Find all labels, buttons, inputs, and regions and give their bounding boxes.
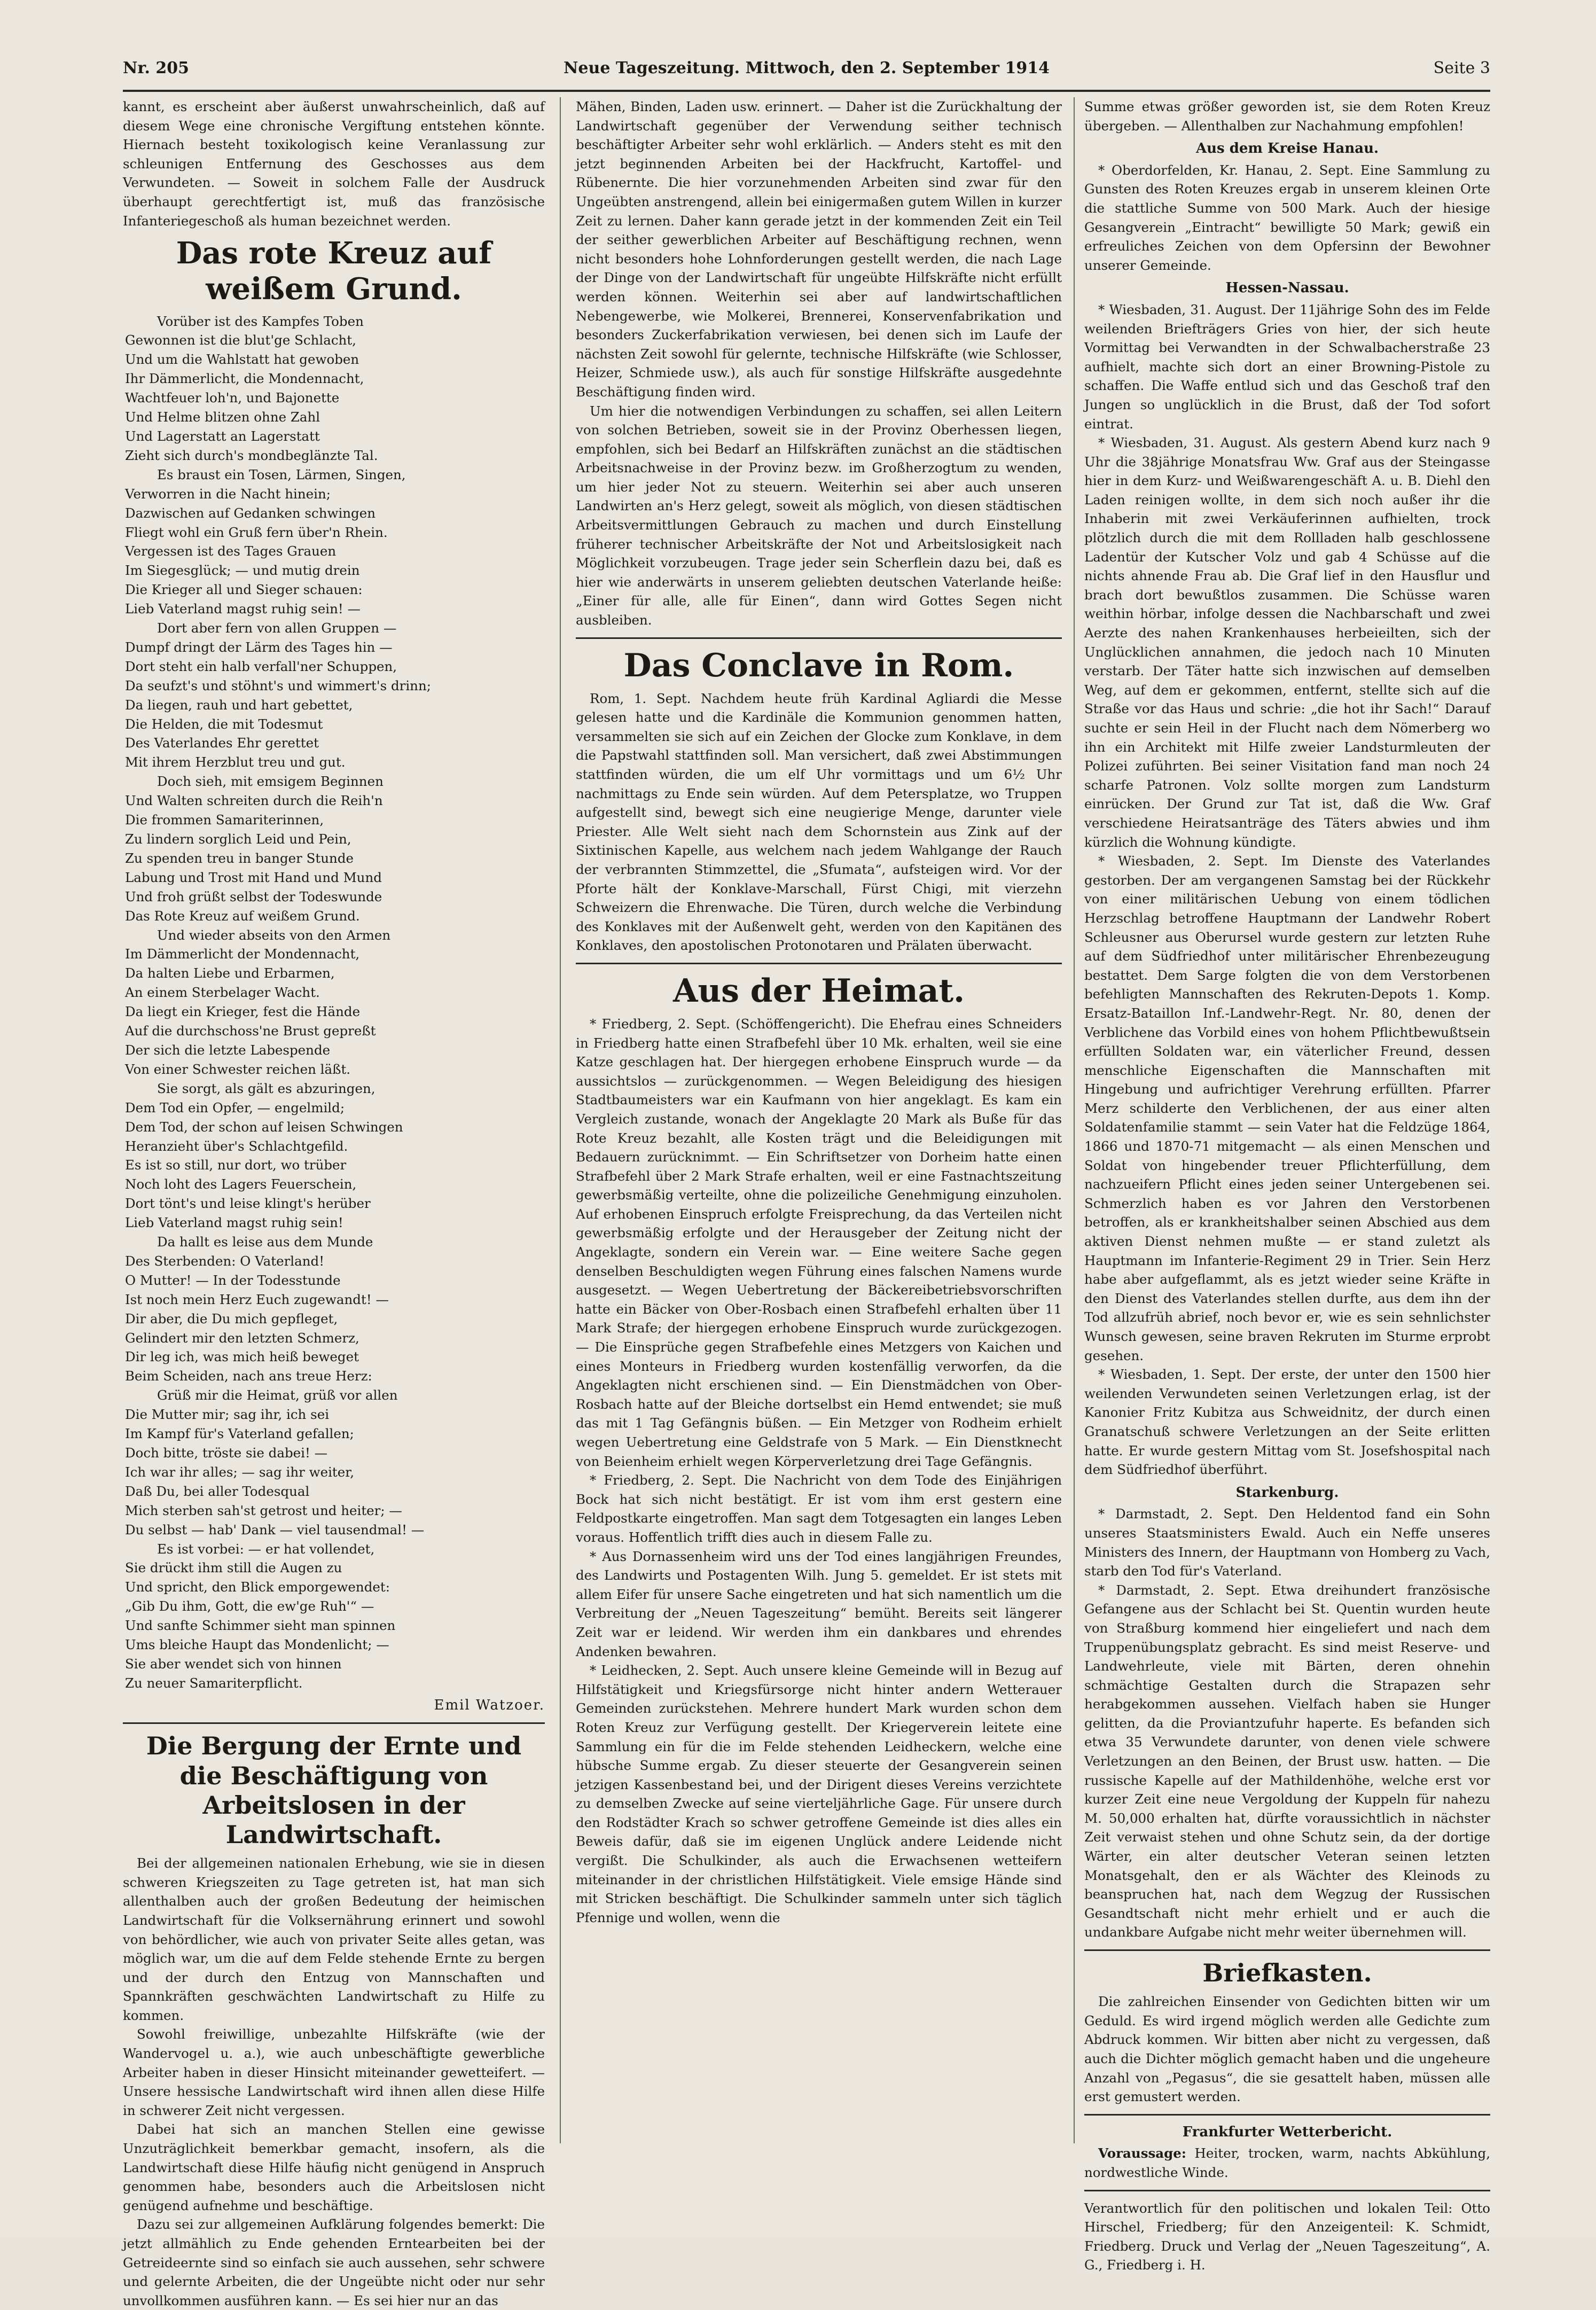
poem-line: Da hallt es leise aus dem Munde (157, 1234, 373, 1250)
poem-line: Labung und Trost mit Hand und Mund (125, 869, 382, 885)
column-1 (123, 97, 545, 2308)
section-rule (1084, 2190, 1490, 2191)
poem-line: Und wieder abseits von den Armen (157, 927, 391, 943)
lead-paragraph: Summe etwas größer geworden ist, sie dem Roten Kreuz übergeben. — Allenthalben zur Nachahmung empfohlen! (1084, 99, 1490, 134)
poem-line: Und um die Wahlstatt hat gewoben (125, 352, 359, 368)
news-item: * Leidhecken, 2. Sept. Auch unsere kleine Gemeinde will in Bezug auf Hilfstätigkeit und Kriegsfürsorge nicht hinter andern Wetterauer Gemeinden zurückstehen. Mehrere hundert Mark wurden schon dem Roten Kreuz zur Verfügung gestellt. Der Kriegerverein leitete eine Sammlung ein für die im Felde stehenden Leidheckern, welche eine hübsche Summe ergab. Zu dieser steuerte der Gesangverein seinen jetzigen Kassenbestand bei, und der Dirigent dieses Vereins verzichtete zu demselben Zwecke auf seine vierteljährliche Gage. Für unsere durch den Rodstädter Krach so schwer getroffene Gemeinde ist dies alles ein Beweis dafür, daß sie im eigenen Unglück andere Leidende nicht vergißt. Die Schulkinder, als auch die Erwachsenen wetteifern miteinander in der christlichen Hilfstätigkeit. Viele emsige Hände sind mit Stricken beschäftigt. Die Schulkinder sammeln unter sich täglich Pfennige und wollen, wenn die (576, 1663, 1062, 1925)
section-rule (123, 1722, 545, 1724)
section-heading-starkenburg: Starkenburg. (1235, 1484, 1339, 1501)
news-item: * Darmstadt, 2. Sept. Etwa dreihundert französische Gefangene aus der Schlacht bei St. Quentin wurden heute von Straßburg kommend hier eingeliefert und nach dem Truppenübungsplatz gebracht. Es sind meist Reserve- und Landwehrleute, viele mit Bärten, deren ohnehin schmächtige Gestalten durch die Strapazen sehr herabgekommen aussehen. Vielfach haben sie Hunger gelitten, da die Proviantzufuhr haperte. Es befanden sich etwa 35 Verwundete darunter, von denen viele schwere Verletzungen an den Beinen, der Brust usw. hatten. — Die russische Kapelle auf der Mathildenhöhe, welche erst vor kurzer Zeit eine neue Vergoldung der Kuppeln für nahezu M. 50,000 erhalten hat, dürfte voraussichtlich in nächster Zeit verwaist stehen und ohne Schutz sein, da der dortige Wärter, ein alter deutscher Veteran seinen letzten Monatsgehalt, den er als Wächter des Kleinods zu beanspruchen hat, nach dem Wegzug der Russischen Gesandtschaft nicht mehr erhielt und er auch die undankbare Aufgabe nicht mehr weiter übernehmen will. (1084, 1582, 1490, 1940)
poem-line: Zu lindern sorglich Leid und Pein, (125, 831, 351, 847)
page-header (123, 59, 1490, 91)
poem-line: Da halten Liebe und Erbarmen, (125, 965, 335, 981)
poem-line: Von einer Schwester reichen läßt. (125, 1061, 351, 1077)
article-title-conclave: Das Conclave in Rom. (623, 646, 1014, 684)
poem-line: Du selbst — hab' Dank — viel tausendmal! — (125, 1521, 425, 1538)
poem-line: Grüß mir die Heimat, grüß vor allen (157, 1387, 398, 1403)
section-rule (1084, 2114, 1490, 2116)
poem-line: Doch bitte, tröste sie dabei! — (125, 1445, 328, 1461)
news-item: * Friedberg, 2. Sept. (Schöffengericht). Die Ehefrau eines Schneiders in Friedberg hatte einen Strafbefehl über 10 Mk. erhalten, weil sie eine Katze geschlagen hat. Der hiergegen erhobene Einspruch wurde — da aussichtslos — zurückgenommen. — Wegen Beleidigung des hiesigen Stadtbaumeisters war ein Kaufmann von hier angeklagt. Es kam ein Vergleich zustande, wonach der Angeklagte 20 Mark als Buße für das Rote Kreuz bezahlt, alle Kosten trägt und die Beleidigungen mit Bedauern zurücknimmt. — Ein Schriftsetzer von Dorheim hatte einen Strafbefehl über 2 Mark Strafe erhalten, weil er eine Fastnachtszeitung gewerbsmäßig verteilte, ohne die polizeiliche Genehmigung einzuholen. Auf erhobenen Einspruch erfolgte Freisprechung, da das Verteilen nicht gewerbsmäßig erfolgte und der Herausgeber der Zeitung nicht der Angeklagte, sondern ein Verein war. — Eine weitere Sache gegen denselben Beschuldigten wegen Führung eines falschen Namens wurde ausgesetzt. — Wegen Uebertretung der Bäckereibetriebsvorschriften hatte ein Bäcker von Ober-Rosbach einen Strafbefehl erhalten über 11 Mark Strafe; der hiergegen erhobene Einspruch wurde zurückgezogen. — Die Einsprüche gegen Strafbefehle eines Metzgers von Kaichen und eines Monteurs in Friedberg wurden kostenfällig verworfen, da die Angeklagten nicht erschienen sind. — Ein Dienstmädchen von Ober-Rosbach hatte auf der Bleiche dortselbst ein Hemd entwendet; sie muß das mit 1 Tag Gefängnis büßen. — Ein Metzger von Rodheim erhielt wegen Uebertretung eine Geldstrafe von 5 Mark. — Ein Dienstknecht von Beienheim erhielt wegen Körperverletzung drei Tage Gefängnis. (576, 1016, 1062, 1469)
poem-line: Mit ihrem Herzblut treu und gut. (125, 754, 346, 770)
poem-line: Lieb Vaterland magst ruhig sein! (125, 1215, 343, 1231)
poem-line: Im Dämmerlicht der Mondennacht, (125, 946, 360, 962)
news-item: * Wiesbaden, 31. August. Der 11jährige Sohn des im Felde weilenden Briefträgers Gries von hier, der sich heute Vormittag bei Verwandten in der Schwalbacherstraße 23 aufhielt, machte sich dort an einer Browning-Pistole zu schaffen. Die Waffe entlud sich und das Geschoß traf den Jungen so unglücklich in die Brust, daß der Tod sofort eintrat. (1084, 301, 1490, 432)
news-item: * Friedberg, 2. Sept. Die Nachricht von dem Tode des Einjährigen Bock hat sich nicht bestätigt. Er ist vom ihm erst gestern eine Feldpostkarte eingetroffen. Man sagt dem Totgesagten ein langes Leben voraus. Hoffentlich trifft dies auch in diesem Falle zu. (576, 1472, 1062, 1545)
article-paragraph: Bei der allgemeinen nationalen Erhebung, wie sie in diesen schweren Kriegszeiten zu Tage getreten ist, hat man sich allenthalben auch der großen Bedeutung der heimischen Landwirtschaft für die Volksernährung erinnert und sowohl von behördlicher, wie auch von privater Seite alles getan, was möglich war, um die auf dem Felde stehende Ernte zu bergen und der durch den Entzug von Mannschaften und Spannkräften geschwächten Landwirtschaft zu Hilfe zu kommen. (123, 1855, 545, 2023)
article-paragraph: Sowohl freiwillige, unbezahlte Hilfskräfte (wie der Wandervogel u. a.), wie auch unbeschäftigte gewerbliche Arbeiter haben in dieser Hinsicht miteinander gewetteifert. — Unsere hessische Landwirtschaft wird ihnen allen diese Hilfe in schwerer Zeit nicht vergessen. (123, 2026, 545, 2118)
poem-line: Die Mutter mir; sag ihr, ich sei (125, 1407, 330, 1423)
poem-line: Zu neuer Samariterpflicht. (125, 1675, 303, 1691)
article-paragraph: Rom, 1. Sept. Nachdem heute früh Kardinal Agliardi die Messe gelesen hatte und die Kardinäle die Kommunion genommen hatten, versammelten sie sich auf ein Zeichen der Glocke zum Konklave, in dem die Papstwahl stattfinden soll. Man versichert, daß zwei Abstimmungen stattfinden würden, die um elf Uhr vormittags und um 6½ Uhr nachmittags zu Ende sein würden. Auf dem Petersplatze, wo Truppen aufgestellt sind, bewegt sich eine neugierige Menge, darunter viele Priester. Alle Welt sieht nach dem Schornstein aus Zink auf der Sixtinischen Kapelle, aus welchem nach jedem Wahlgange der Rauch der verbrannten Stimmzettel, die „Sfumata“, aufsteigen wird. Vor der Pforte hält der Konklave-Marschall, Fürst Chigi, mit vierzehn Schweizern die Ehrenwache. Die Türen, durch welche die Verbindung des Konklaves mit der Außenwelt geht, werden von den Kapitänen des Konklaves, den apostolischen Protonotaren und Prälaten überwacht. (576, 690, 1062, 954)
poem-line: Lieb Vaterland magst ruhig sein! — (125, 601, 361, 617)
section-heading-hessen-nassau: Hessen-Nassau. (1225, 280, 1349, 296)
page-number: Seite 3 (1433, 59, 1490, 77)
poem-line: Im Kampf für's Vaterland gefallen; (125, 1426, 354, 1442)
poem-line: Gewonnen ist die blut'ge Schlacht, (125, 332, 356, 348)
poem-line: Und froh grüßt selbst der Todeswunde (125, 888, 382, 904)
news-item: * Wiesbaden, 31. August. Als gestern Abend kurz nach 9 Uhr die 38jährige Monatsfrau Ww. Graf aus der Steingasse hier in dem Kurz- und Weißwarengeschäft A. u. B. Diehl den Laden reinigen wollte, in dem sich noch außer ihr die Inhaberin mit zwei Verkäuferinnen aufhielten, trock plötzlich durch die mit dem Rollladen halb geschlossene Ladentür der Kutscher Volz und gab 4 Schüsse auf die nichts ahnende Frau ab. Die Graf lief in den Hausflur und brach dort bewußtlos zusammen. Die Schüsse waren weithin hörbar, infolge dessen die Nachbarschaft und zwei Aerzte des nahen Krankenhauses herbeieilten, sich der Unglücklichen annahmen, die jedoch nach 10 Minuten verstarb. Der Täter hatte sich inzwischen auf demselben Weg, auf dem er gekommen, entfernt, stellte sich auf die Straße vor das Haus und schrie: „die hot ihr Sach!“ Darauf suchte er sein Heil in der Flucht nach dem Nömerberg wo ihn ein Architekt mit Hilfe zweier Landsturmleuten der Polizei zuführten. Bei seiner Visitation fand man noch 24 scharfe Patronen. Volz sollte morgen zum Landsturm einrücken. Der Grund zur Tat ist, daß die Ww. Graf verschiedene Heiratsanträge des Täters abwies und ihm kürzlich die Wohnung kündigte. (1084, 435, 1490, 850)
poem-line: Im Siegesglück; — und mutig drein (125, 563, 360, 579)
article-paragraph: Dazu sei zur allgemeinen Aufklärung folgendes bemerkt: Die jetzt allmählich zu Ende gehenden Erntearbeiten bei der Getreideernte sind so einfach sie auch aussehen, sehr schwere und gelernte Arbeiten, die der Ungeübte nicht oder nur sehr unvollkommen ausführen kann. — Es sei hier nur an das (123, 2217, 545, 2308)
poem-line: Dem Tod ein Opfer, — engelmild; (125, 1099, 345, 1115)
poem-line: Dort aber fern von allen Gruppen — (157, 620, 397, 636)
poem-line: Verworren in die Nacht hinein; (125, 486, 331, 502)
poem-line: Auf die durchschoss'ne Brust gepreßt (125, 1023, 376, 1039)
poem (123, 312, 545, 1693)
poem-line: Des Vaterlandes Ehr gerettet (125, 735, 319, 751)
poem-line: Beim Scheiden, nach ans treue Herz: (125, 1368, 372, 1384)
notice-paragraph: Die zahlreichen Einsender von Gedichten bitten wir um Geduld. Es wird irgend möglich werden alle Gedichte zum Abdruck kommen. Wir bitten aber nicht zu vergessen, daß auch die Dichter möglich gemacht haben und die ungeheure Anzahl von „Pegasus“, die sie gesattelt haben, müssen alle erst gemustert werden. (1084, 1994, 1490, 2105)
poem-line: Die Helden, die mit Todesmut (125, 716, 323, 732)
poem-line: Und spricht, den Blick emporgewendet: (125, 1579, 390, 1595)
poem-line: Es ist vorbei: — er hat vollendet, (157, 1541, 375, 1557)
article-paragraph: Um hier die notwendigen Verbindungen zu schaffen, sei allen Leitern von solchen Betrieben, soweit sie in der Provinz Oberhessen liegen, empfohlen, sich bei Bedarf an Hilfskräften zunächst an die städtischen Arbeitsnachweise in der Provinz bezw. im Großherzogtum zu wenden, um hier jeder Not zu steuern. Weiterhin sei aber auch unseren Landwirten an's Herz gelegt, soweit als möglich, von diesen städtischen Arbeitsvermittlungen Gebrauch zu machen und durch Einstellung früherer technischer Arbeitskräfte der Not und Arbeitslosigkeit nach Möglichkeit vorzubeugen. Trage jeder sein Scherflein dazu bei, daß es hier wie anderwärts in unserem geliebten deutschen Vaterlande heiße: „Einer für alle, alle für Einen“, dann wird Gottes Segen nicht ausbleiben. (576, 403, 1062, 628)
poem-line: Ums bleiche Haupt das Mondenlicht; — (125, 1637, 389, 1653)
weather-text: Heiter, trocken, warm, nachts Abkühlung, nordwestliche Winde. (1084, 2145, 1490, 2180)
poem-line: Da liegen, rauh und hart gebettet, (125, 697, 353, 713)
poem-line: Dir leg ich, was mich heiß beweget (125, 1349, 359, 1365)
section-rule (576, 637, 1062, 639)
poem-line: Dir aber, die Du mich gepfleget, (125, 1310, 338, 1326)
poem-line: „Gib Du ihm, Gott, die ew'ge Ruh'“ — (125, 1598, 374, 1614)
poem-line: Dort tönt's und leise klingt's herüber (125, 1196, 371, 1212)
poem-line: Es ist so still, nur dort, wo trüber (125, 1157, 347, 1173)
poem-line: Die frommen Samariterinnen, (125, 812, 324, 828)
poem-line: Ich war ihr alles; — sag ihr weiter, (125, 1464, 355, 1480)
section-heading-hanau: Aus dem Kreise Hanau. (1195, 141, 1379, 157)
poem-line: Doch sieh, mit emsigem Beginnen (157, 774, 384, 790)
poem-line: Heranzieht über's Schlachtgefild. (125, 1138, 348, 1154)
section-rule (576, 963, 1062, 964)
poem-line: Vorüber ist des Kampfes Toben (157, 313, 364, 329)
poem-line: Dazwischen auf Gedanken schwingen (125, 505, 376, 521)
news-item: * Wiesbaden, 1. Sept. Der erste, der unter den 1500 hier weilenden Verwundeten seinen Verletzungen erlag, ist der Kanonier Fritz Kubitza aus Schweidnitz, der durch einen Granatschuß schwere Verletzungen an der Seite erlitten hatte. Er wurde gestern Mittag vom St. Josefshospital nach dem Südfriedhof überführt. (1084, 1367, 1490, 1478)
poem-line: Das Rote Kreuz auf weißem Grund. (125, 908, 360, 924)
poem-line: Ihr Dämmerlicht, die Mondennacht, (125, 371, 364, 387)
lead-paragraph: kannt, es erscheint aber äußerst unwahrscheinlich, daß auf diesem Wege eine chronische Vergiftung entstehen könnte. Hiernach besteht toxikologisch keine Veranlassung zur schleunigen Entfernung des Geschosses aus dem Verwundeten. — Soweit in solchem Falle der Ausdruck überhaupt gerechtfertigt ist, muß das französische Infanteriegeschoß als human bezeichnet werden. (123, 99, 545, 229)
poem-line: Dem Tod, der schon auf leisen Schwingen (125, 1119, 403, 1135)
imprint: Verantwortlich für den politischen und lokalen Teil: Otto Hirschel, Friedberg; für den Anzeigenteil: K. Schmidt, Friedberg. Druck und Verlag der „Neuen Tageszeitung“, A. G., Friedberg i. H. (1084, 2200, 1490, 2273)
poem-line: Gelindert mir den letzten Schmerz, (125, 1330, 359, 1346)
weather-label: Voraussage: (1098, 2145, 1186, 2161)
poem-line: Daß Du, bei aller Todesqual (125, 1483, 310, 1499)
poem-title: Das rote Kreuz auf weißem Grund. (176, 236, 492, 307)
column-divider (560, 97, 561, 2143)
section-title-heimat: Aus der Heimat. (672, 972, 965, 1010)
poem-line: Dort steht ein halb verfall'ner Schuppen, (125, 658, 397, 674)
poem-line: Wachtfeuer loh'n, und Bajonette (125, 390, 340, 406)
section-rule (1084, 1949, 1490, 1951)
column-2 (576, 97, 1062, 2143)
section-title-briefkasten: Briefkasten. (1202, 1958, 1372, 1987)
poem-line: Und sanfte Schimmer sieht man spinnen (125, 1618, 396, 1634)
weather-heading: Frankfurter Wetterbericht. (1182, 2124, 1392, 2140)
poem-line: Da liegt ein Krieger, fest die Hände (125, 1004, 361, 1020)
header-rule (123, 90, 1490, 92)
issue-number: Nr. 205 (123, 59, 189, 77)
poem-line: Vergessen ist des Tages Grauen (125, 543, 337, 559)
poem-line: Und Helme blitzen ohne Zahl (125, 409, 320, 425)
poem-line: Es braust ein Tosen, Lärmen, Singen, (157, 466, 406, 482)
poem-line: Des Sterbenden: O Vaterland! (125, 1253, 325, 1269)
poem-line: Zu spenden treu in banger Stunde (125, 850, 354, 866)
poem-line: Der sich die letzte Labespende (125, 1042, 331, 1058)
column-divider (1074, 97, 1075, 2143)
poem-line: Ist noch mein Herz Euch zugewandt! — (125, 1291, 389, 1307)
poem-line: Noch loht des Lagers Feuerschein, (125, 1176, 357, 1192)
poem-line: Dumpf dringt der Lärm des Tages hin — (125, 639, 393, 655)
poem-line: Sie aber wendet sich von hinnen (125, 1656, 342, 1672)
poem-line: An einem Sterbelager Wacht. (125, 985, 320, 1001)
news-item: * Darmstadt, 2. Sept. Den Heldentod fand ein Sohn unseres Staatsministers Ewald. Auch ein Neffe unseres Ministers des Innern, der Hauptmann von Homberg zu Vach, starb den Tod für's Vaterland. (1084, 1506, 1490, 1579)
poem-line: Die Krieger all und Sieger schauen: (125, 582, 363, 598)
weather-forecast (1084, 2144, 1490, 2182)
article-paragraph: Dabei hat sich an manchen Stellen eine gewisse Unzuträglichkeit bemerkbar gemacht, insofern, als die Landwirtschaft diese Hilfe häufig nicht genügend in Anspruch genommen habe, besonders auch die Arbeitslosen nicht genügend aufnehme und beschäftige. (123, 2121, 545, 2213)
poem-line: Zieht sich durch's mondbeglänzte Tal. (125, 447, 378, 463)
article-title-ernte: Die Bergung der Ernte und die Beschäftigung von Arbeitslosen in der Landwirtschaft. (146, 1731, 522, 1849)
news-item: * Oberdorfelden, Kr. Hanau, 2. Sept. Eine Sammlung zu Gunsten des Roten Kreuzes ergab in unserem kleinen Orte die stattliche Summe von 500 Mark. Auch der hiesige Gesangverein „Eintracht“ bewilligte 50 Mark; gewiß ein erfreuliches Zeichen von dem Opfersinn der Bewohner unserer Gemeinde. (1084, 162, 1490, 273)
masthead-line: Neue Tageszeitung. Mittwoch, den 2. September 1914 (564, 59, 1050, 77)
poem-line: Und Walten schreiten durch die Reih'n (125, 793, 383, 809)
poem-line: Sie sorgt, als gält es abzuringen, (157, 1080, 375, 1096)
poem-line: Sie drückt ihm still die Augen zu (125, 1560, 342, 1576)
news-item: * Wiesbaden, 2. Sept. Im Dienste des Vaterlandes gestorben. Der am vergangenen Samstag bei der Rückkehr von einer militärischen Uebung von einem tödlichen Herzschlag betroffene Hauptmann der Landwehr Robert Schleusner aus Oberursel wurde gestern zur letzten Ruhe auf dem Südfriedhof unter militärischer Ehrenbezeugung bestattet. Dem Sarge folgten die von dem Verstorbenen befehligten Mannschaften des Rekruten-Depots 1. Komp. Ersatz-Bataillon Inf.-Landwehr-Regt. Nr. 80, denen der Verblichene das Vorbild eines von hohem Pflichtbewußtsein erfüllten Soldaten war, ein väterlicher Freund, dessen menschliche Eigenschaften die Mannschaften mit Hingebung und aufrichtiger Verehrung erfüllten. Pfarrer Merz schilderte den Verblichenen, der aus einer alten Soldatenfamilie stammt — sein Vater hat die Feldzüge 1864, 1866 und 1870-71 mitgemacht — als einen Menschen und Soldat von hingebender treuer Pflichterfüllung, dem nachzueifern Pflicht eines jeden seiner Untergebenen sei. Schmerzlich haben es vor Jahren den Verstorbenen betroffen, als er krankheitshalber seinen Abschied aus dem aktiven Dienst nehmen mußte — er stand zuletzt als Hauptmann im Infanterie-Regiment 29 in Trier. Sein Herz habe aber aufgeflammt, als es jetzt wieder seine Kräfte in den Dienst des Vaterlandes stellen durfte, aus dem ihn der Tod allzufrüh abrief, noch bevor er, wie es sein sehnlichster Wunsch gewesen, seine braven Rekruten im Sturme erprobt gesehen. (1084, 853, 1490, 1363)
poem-author: Emil Watzoer. (434, 1697, 545, 1713)
poem-line: Und Lagerstatt an Lagerstatt (125, 428, 320, 444)
poem-line: Da seufzt's und stöhnt's und wimmert's drinn; (125, 677, 431, 693)
column-3 (1084, 97, 1490, 2273)
poem-line: Mich sterben sah'st getrost und heiter; — (125, 1502, 402, 1518)
poem-line: Fliegt wohl ein Gruß fern über'n Rhein. (125, 524, 388, 540)
article-paragraph: Mähen, Binden, Laden usw. erinnert. — Daher ist die Zurückhaltung der Landwirtschaft gegenüber der Verwendung seither technisch beschäftigter Arbeiter sehr wohl erklärlich. — Anders steht es mit den jetzt beginnenden Arbeiten bei der Hackfrucht, Kartoffel- und Rübenernte. Die hier vorzunehmenden Arbeiten sind zwar für den Ungeübten anstrengend, allein bei einigermaßen gutem Willen in kurzer Zeit zu lernen. Daher kann gerade jetzt in der kommenden Zeit ein Teil der seither gewerblichen Arbeiter auf Beschäftigung rechnen, wenn nicht besonders hohe Lohnforderungen gestellt werden, die nach Lage der Dinge von der Landwirtschaft für ungeübte Hilfskräfte nicht erfüllt werden können. Weiterhin sei aber auf landwirtschaftlichen Nebengewerbe, wie Molkerei, Brennerei, Konservenfabrikation und besonders Zuckerfabrikation verwiesen, bei denen sich im Laufe der nächsten Zeit sowohl für gelernte, technische Hilfskräfte (wie Schlosser, Heizer, Schmiede usw.), als auch für sonstige Hilfskräfte ausgedehnte Beschäftigung finden wird. (576, 99, 1062, 400)
news-item: * Aus Dornassenheim wird uns der Tod eines langjährigen Freundes, des Landwirts und Postagenten Wilh. Jung 5. gemeldet. Er ist stets mit allem Eifer für unsere Sache eingetreten und hat sich namentlich um die Verbreitung der „Neuen Tageszeitung“ bemüht. Bereits seit längerer Zeit war er leidend. Wir werden ihm ein dankbares und ehrendes Andenken bewahren. (576, 1548, 1062, 1659)
poem-line: O Mutter! — In der Todesstunde (125, 1272, 341, 1288)
